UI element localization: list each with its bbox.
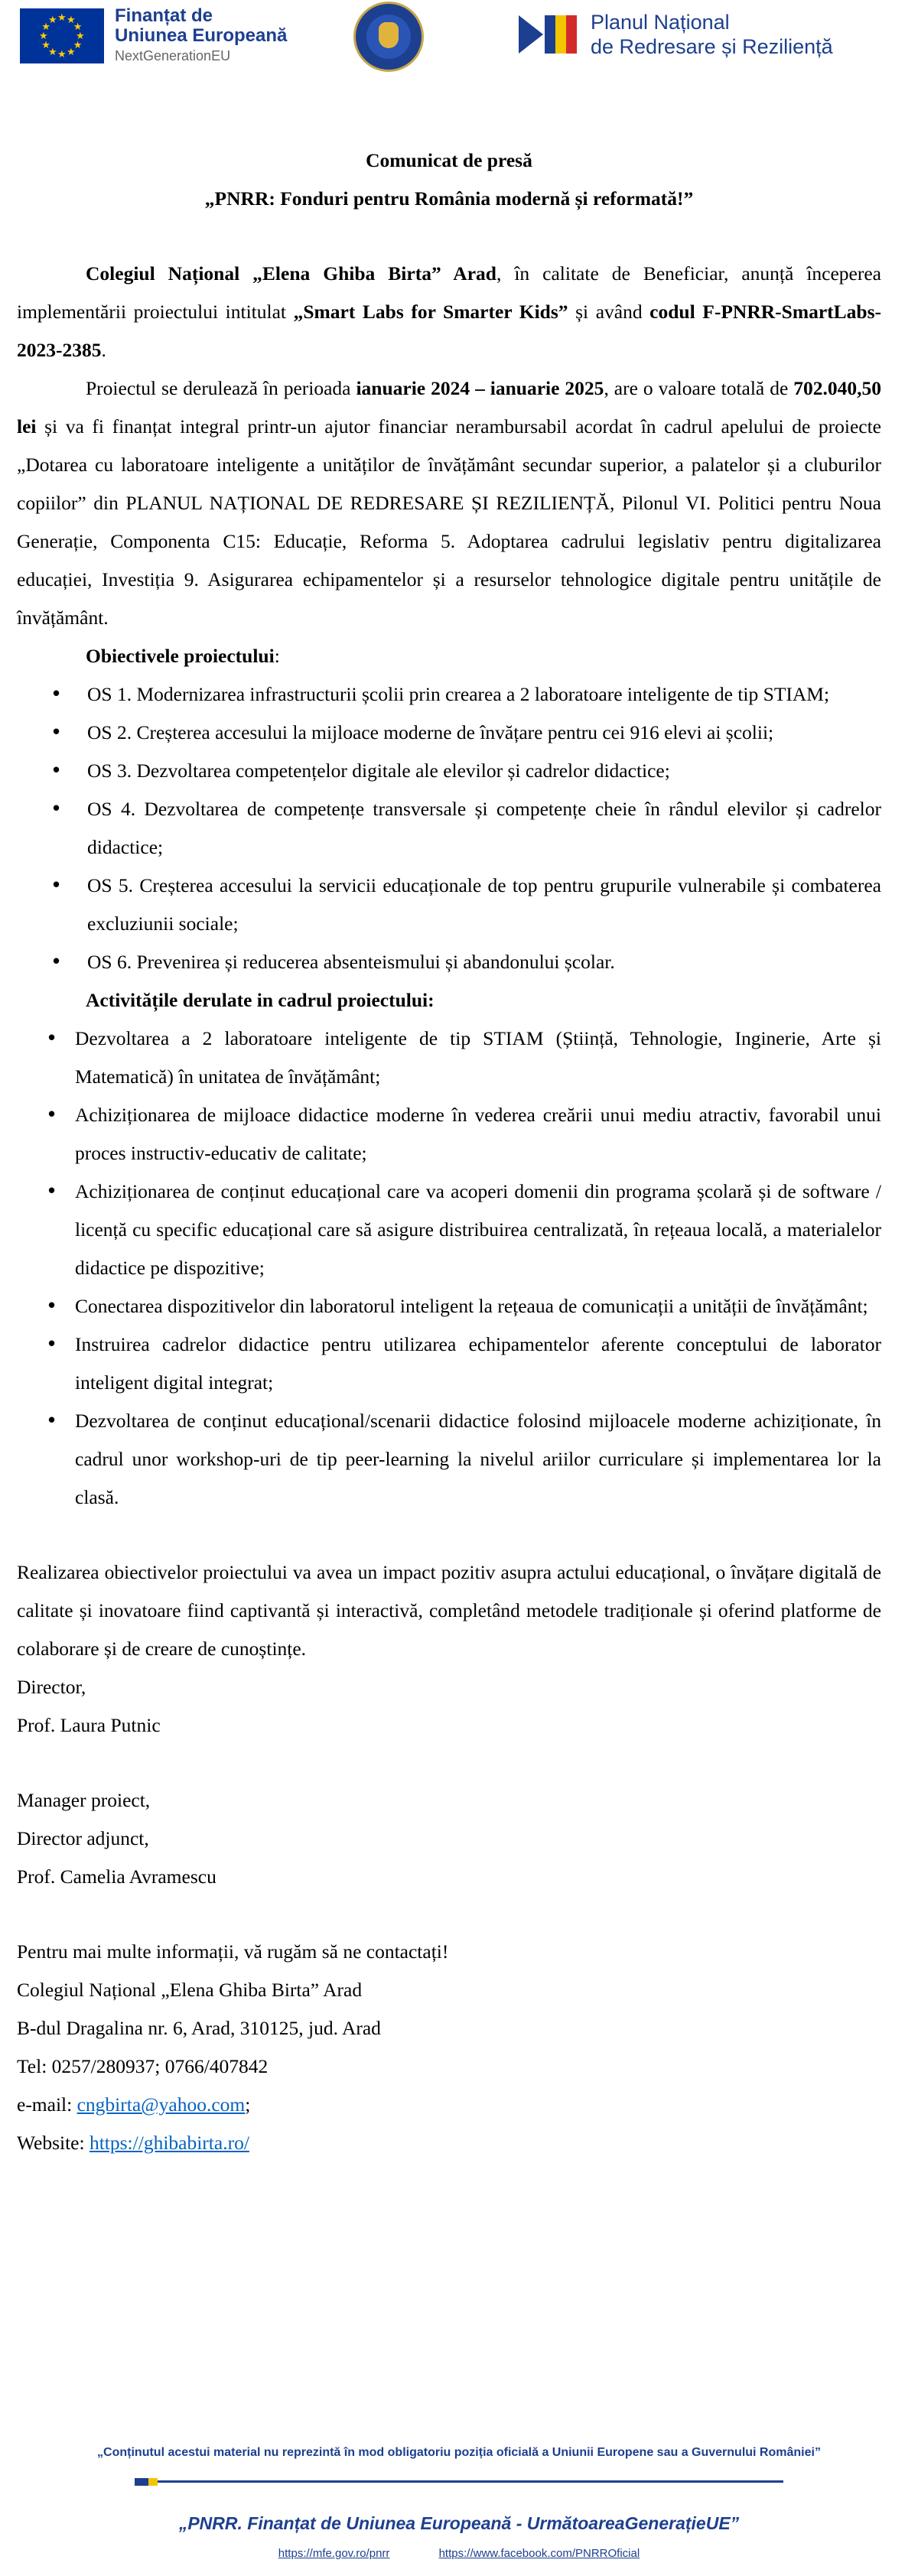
list-item: • Dezvoltarea de conținut educațional/scenarii didactice folosind mijloacele moderne achiziționate, în cadrul unor workshop-uri de tip peer-learning la nivelul ariilor curriculare și implementarea lor la clasă.: [17, 1402, 881, 1517]
beneficiary-name: Colegiul Național „Elena Ghiba Birta” Arad: [86, 262, 496, 285]
list-item: • Instruirea cadrelor didactice pentru utilizarea echipamentelor aferente conceptului de laborator inteligent digital integrat;: [17, 1325, 881, 1402]
page-header: [0, 0, 918, 84]
contact-intro: Pentru mai multe informații, vă rugăm să ne contactați!: [17, 1940, 449, 1963]
eu-star-icon: ★: [48, 46, 57, 58]
document-title: Comunicat de presă: [366, 149, 532, 171]
eu-star-icon: ★: [73, 40, 83, 51]
footer-link-facebook[interactable]: https://www.facebook.com/PNRROficial: [438, 2547, 640, 2560]
eu-star-icon: ★: [76, 31, 85, 42]
eu-star-icon: ★: [41, 40, 50, 51]
eu-star-icon: ★: [39, 31, 48, 42]
document-subtitle: „PNRR: Fonduri pentru România modernă și reformată!”: [204, 187, 694, 210]
impact-paragraph: Realizarea obiectivelor proiectului va avea un impact pozitiv asupra actului educațional, o învățare digitală de calitate și inovatoare fiind captivantă și interactivă, completând metodele tradiționale și oferind platforme de colaborare și de creare de cunoștințe.: [17, 1561, 881, 1660]
footer-link-pnrr[interactable]: https://mfe.gov.ro/pnrr: [278, 2547, 390, 2560]
footer-disclaimer: „Conținutul acestui material nu reprezintă în mod obligatoriu poziția oficială a Uniunii Europene sau a Guvernului României”: [97, 2446, 821, 2459]
project-period: ianuarie 2024 – ianuarie 2025: [356, 377, 604, 399]
project-details-paragraph: Proiectul se derulează în perioada ianuarie 2024 – ianuarie 2025, are o valoare totală de 702.040,50 lei și va fi finanțat integral printr-un ajutor financiar nerambursabil acordat în cadrul apelului de proiecte „Dotarea cu laboratoare inteligente a unităților de învățământ secundar superior, a palatelor și a cluburilor copiilor” din PLANUL NAȚIONAL DE REDRESARE ȘI REZILIENȚĂ, Pilonul VI. Politici pentru Noua Generație, Componenta C15: Educație, Reforma 5. Adoptarea cadrului legislativ pentru digitalizarea educației, Investiția 9. Asigurarea echipamentelor și a resurselor tehnologice digitale pentru unitățile de învățământ.: [17, 377, 882, 629]
romanian-government-crest-icon: [353, 2, 424, 72]
eu-flag-icon: [20, 8, 104, 63]
contact-email-line: e-mail: cngbirta@yahoo.com;: [17, 2093, 251, 2116]
pnrr-logo-text: [591, 10, 833, 59]
project-title: „Smart Labs for Smarter Kids”: [293, 301, 568, 323]
contact-organization: Colegiul Național „Elena Ghiba Birta” Arad: [17, 1979, 363, 2001]
project-value: 702.040,50 lei: [17, 377, 882, 437]
contact-address: B-dul Dragalina nr. 6, Arad, 310125, jud. Arad: [17, 2017, 381, 2039]
intro-paragraph: Colegiul Național „Elena Ghiba Birta” Arad, în calitate de Beneficiar, anunță începerea implementării proiectului intitulat „Smart Labs for Smarter Kids” și având codul F-PNRR-SmartLabs-2023-2385.: [17, 262, 881, 361]
eu-star-icon: ★: [57, 49, 67, 60]
eu-star-icon: ★: [57, 12, 67, 24]
eu-logo-text: [115, 6, 287, 66]
activities-list: [17, 1020, 881, 1517]
list-item: • OS 1. Modernizarea infrastructurii școlii prin crearea a 2 laboratoare inteligente de tip STIAM;: [17, 675, 881, 714]
activities-heading: Activitățile derulate in cadrul proiectului:: [86, 989, 435, 1011]
list-item: • Achiziționarea de mijloace didactice moderne în vederea creării unui mediu atractiv, favorabil unui proces instructiv-educativ de calitate;: [17, 1096, 881, 1173]
pnrr-logo: [519, 5, 833, 64]
manager-name: Prof. Camelia Avramescu: [17, 1865, 216, 1888]
pnrr-line-1: Planul Național: [591, 11, 730, 34]
eu-star-icon: ★: [73, 21, 83, 33]
list-item: • OS 5. Creșterea accesului la servicii educaționale de top pentru grupurile vulnerabile și combaterea excluziunii sociale;: [17, 867, 881, 943]
footer-divider: [135, 2478, 783, 2486]
eu-funding-logo: [20, 6, 287, 66]
objectives-heading: Obiectivele proiectului:: [86, 645, 280, 667]
pnrr-flag-icon: [519, 5, 584, 64]
list-item: • Conectarea dispozitivelor din laboratorul inteligent la rețeaua de comunicații a unității de învățământ;: [17, 1287, 881, 1325]
list-item: • OS 3. Dezvoltarea competențelor digitale ale elevilor și cadrelor didactice;: [17, 752, 881, 790]
contact-phone: Tel: 0257/280937; 0766/407842: [17, 2055, 269, 2077]
list-item: • OS 4. Dezvoltarea de competențe transversale și competențe cheie în rândul elevilor și cadrelor didactice;: [17, 790, 881, 867]
director-name: Prof. Laura Putnic: [17, 1714, 161, 1736]
eu-star-icon: ★: [41, 21, 50, 33]
manager-role: Manager proiect,: [17, 1789, 151, 1811]
eu-line-1: Finanțat de: [115, 5, 213, 26]
eu-star-icon: ★: [48, 15, 57, 27]
footer-title: „PNRR. Finanțat de Uniunea Europeană - UrmătoareaGenerațieUE”: [178, 2513, 740, 2533]
list-item: • Dezvoltarea a 2 laboratoare inteligente de tip STIAM (Știință, Tehnologie, Inginerie, Arte și Matematică) în unitatea de învățământ;: [17, 1020, 881, 1096]
deputy-director-role: Director adjunct,: [17, 1827, 149, 1849]
contact-email-link[interactable]: cngbirta@yahoo.com: [76, 2093, 246, 2116]
contact-website-link[interactable]: https://ghibabirta.ro/: [89, 2132, 249, 2154]
eu-star-icon: ★: [67, 46, 76, 58]
press-release-body: [17, 141, 881, 2162]
pnrr-line-2: de Redresare și Reziliență: [591, 35, 833, 58]
director-role: Director,: [17, 1676, 86, 1698]
eu-line-2: Uniunea Europeană: [115, 25, 288, 46]
eu-star-icon: ★: [67, 15, 76, 27]
project-code: codul F-PNRR-SmartLabs-2023-2385: [17, 301, 881, 361]
objectives-list: [17, 675, 881, 981]
list-item: • OS 6. Prevenirea și reducerea absenteismului și abandonului școlar.: [17, 943, 881, 981]
eu-line-3: NextGenerationEU: [115, 48, 231, 63]
footer-links: [0, 2547, 918, 2560]
list-item: • Achiziționarea de conținut educațional care va acoperi domenii din programa școlară și de software / licență cu specific educațional care să asigure distribuirea centralizată, în rețeaua locală, a materialelor didactice pe dispozitive;: [17, 1173, 881, 1287]
list-item: • OS 2. Creșterea accesului la mijloace moderne de învățare pentru cei 916 elevi ai școlii;: [17, 714, 881, 752]
contact-website-line: Website: https://ghibabirta.ro/: [17, 2132, 249, 2154]
